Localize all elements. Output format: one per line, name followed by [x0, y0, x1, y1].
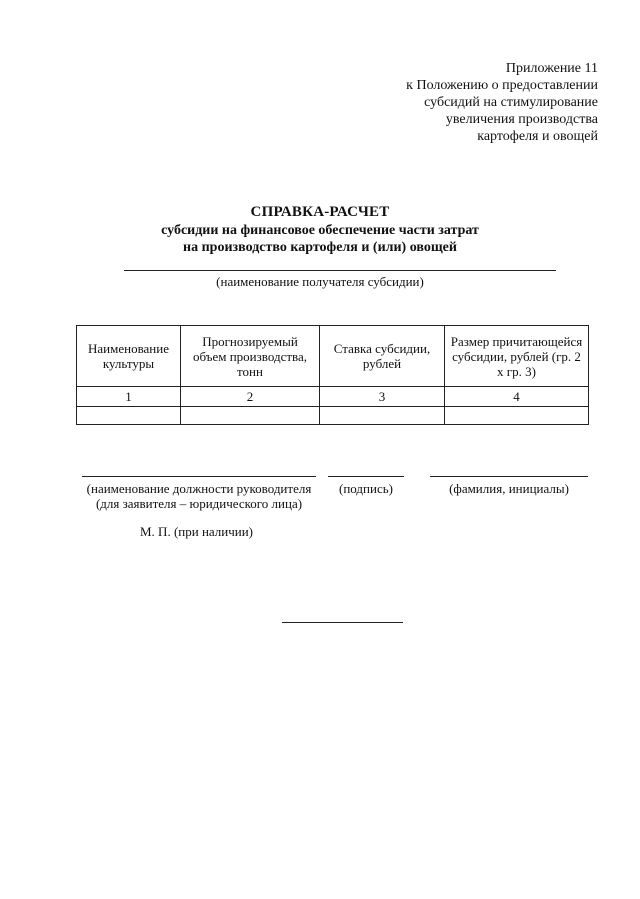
- header-subsidy-amount: Размер причитающейся субсидии, рублей (гр. 2 х гр. 3): [445, 326, 589, 387]
- stamp-place-label: М. П. (при наличии): [140, 524, 254, 539]
- header-crop-name: Наименование культуры: [77, 326, 181, 387]
- column-number: 2: [181, 387, 320, 407]
- annex-line: субсидий на стимулирование: [424, 95, 598, 110]
- table-cell[interactable]: [181, 407, 320, 425]
- title-main: СПРАВКА-РАСЧЕТ: [250, 204, 390, 220]
- annex-header: [338, 60, 598, 145]
- column-number: 1: [77, 387, 181, 407]
- recipient-caption: (наименование получателя субсидии): [216, 274, 424, 289]
- position-caption-line-2: (для заявителя – юридического лица): [95, 496, 303, 511]
- annex-line: Приложение 11: [505, 61, 598, 76]
- annex-line: увеличения производства: [445, 112, 598, 127]
- header-production-volume: Прогнозируемый объем производства, тонн: [181, 326, 320, 387]
- column-number: 4: [445, 387, 589, 407]
- bottom-line: [282, 622, 403, 623]
- table-cell[interactable]: [320, 407, 445, 425]
- signature-caption: (подпись): [339, 481, 393, 496]
- table-header-row: [77, 326, 589, 387]
- table-cell[interactable]: [445, 407, 589, 425]
- name-field-line[interactable]: [430, 476, 588, 477]
- document-title: [0, 203, 640, 256]
- recipient-field-line[interactable]: [124, 270, 556, 271]
- annex-line: картофеля и овощей: [477, 129, 598, 144]
- title-subtitle-1: субсидии на финансовое обеспечение части затрат: [161, 223, 479, 238]
- position-caption-line-1: (наименование должности руководителя: [86, 481, 312, 496]
- table-cell[interactable]: [77, 407, 181, 425]
- title-subtitle-2: на производство картофеля и (или) овощей: [183, 240, 457, 255]
- header-subsidy-rate: Ставка субсидии, рублей: [320, 326, 445, 387]
- name-caption: (фамилия, инициалы): [449, 481, 569, 496]
- table-row-column-numbers: [77, 387, 589, 407]
- position-field-line[interactable]: [82, 476, 316, 477]
- table-row: [77, 407, 589, 425]
- calculation-table: [76, 325, 589, 425]
- column-number: 3: [320, 387, 445, 407]
- signature-field-line[interactable]: [328, 476, 404, 477]
- position-caption: [82, 481, 316, 511]
- annex-line: к Положению о предоставлении: [406, 78, 598, 93]
